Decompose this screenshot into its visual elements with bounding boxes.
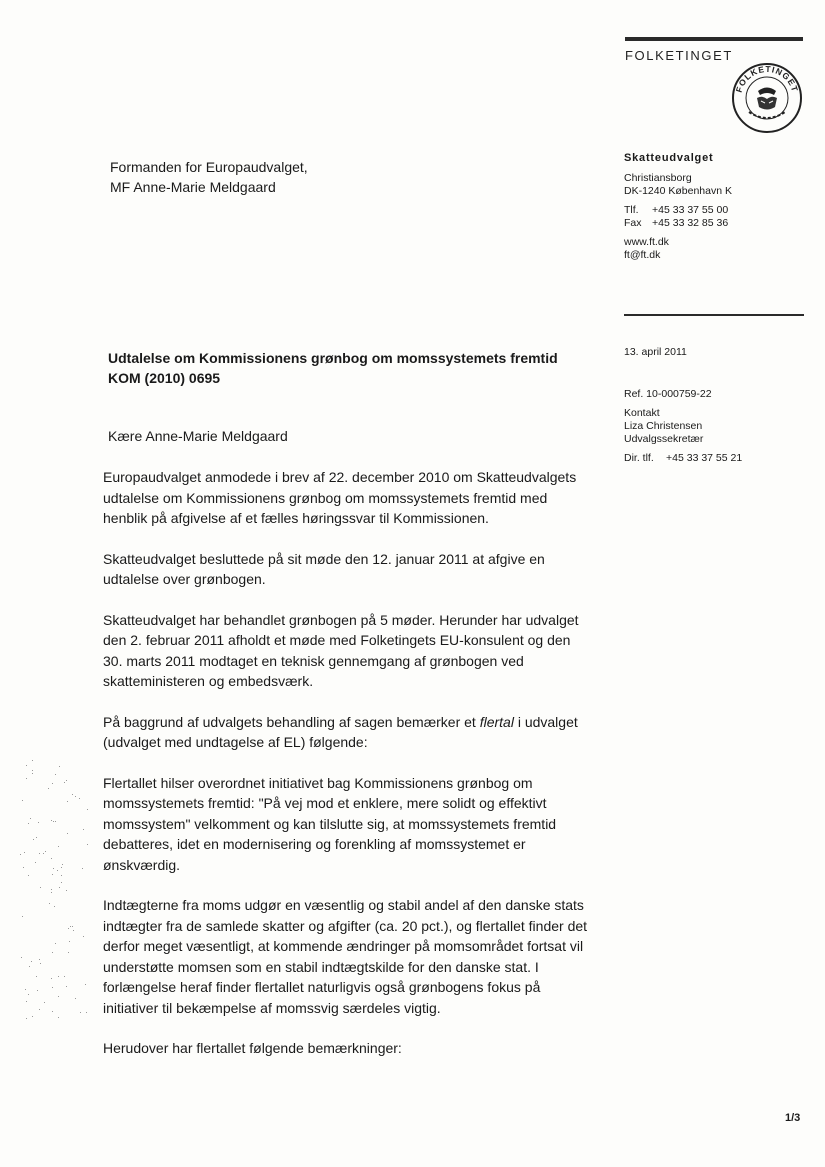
scan-speck — [55, 943, 56, 944]
scan-speck — [20, 854, 21, 855]
scan-speck — [87, 844, 88, 845]
scan-speck — [75, 998, 76, 999]
scan-speck — [85, 984, 86, 985]
address-line-2: DK-1240 København K — [624, 185, 732, 197]
scan-speck — [67, 801, 68, 802]
scan-speck — [82, 868, 83, 869]
recipient-block — [110, 157, 308, 197]
scan-speck — [33, 839, 34, 840]
scan-speck — [87, 809, 88, 810]
scan-speck — [26, 778, 27, 779]
scan-speck — [68, 952, 69, 953]
website-link[interactable]: www.ft.dk — [624, 236, 669, 248]
scan-speck — [22, 800, 23, 801]
scan-speck — [52, 874, 53, 875]
direct-phone-number: +45 33 37 55 21 — [666, 452, 743, 464]
scan-speck — [69, 941, 70, 942]
scan-speck — [80, 1012, 81, 1013]
scan-speck — [55, 821, 56, 822]
scan-speck — [70, 926, 71, 927]
fax-number: +45 33 32 85 36 — [652, 217, 729, 229]
contact-label: Kontakt — [624, 407, 660, 419]
scan-speck — [59, 766, 60, 767]
scan-speck — [83, 936, 84, 937]
sender-web — [624, 236, 804, 262]
scan-speck — [43, 853, 44, 854]
scan-speck — [68, 928, 69, 929]
scan-speck — [64, 782, 65, 783]
scan-speck — [38, 822, 39, 823]
fax-label: Fax — [624, 217, 642, 229]
paragraph-4-start: På baggrund af udvalgets behandling af sagen bemærker et — [103, 713, 480, 730]
phone-label: Tlf. — [624, 204, 639, 216]
paragraph-2: Skatteudvalget besluttede på sit møde den 12. januar 2011 at afgive en udtalelse over grønbogen. — [103, 550, 545, 587]
reference-number: Ref. 10-000759-22 — [624, 388, 712, 400]
letter-meta — [624, 346, 804, 465]
letter-greeting: Kære Anne-Marie Meldgaard — [108, 428, 288, 444]
scan-speck — [58, 996, 59, 997]
scan-speck — [61, 875, 62, 876]
scan-speck — [37, 990, 38, 991]
scan-speck — [31, 961, 32, 962]
paragraph-6: Indtægterne fra moms udgør en væsentlig og stabil andel af den danske stats indtægter fra de samlede skatter og afgifter (ca. 20 pct.), og flertallet finder det derfor meget væsentligt, at kommende ændringer på momsområdet fortsat vil understøtte momsen som en stabil indtægtskilde for den danske stat. I forlængelse heraf finder flertallet naturligvis også grønbogens fokus på initiativer til bekæmpelse af momssvig særdeles vigtig. — [103, 897, 588, 1016]
email-link[interactable]: ft@ft.dk — [624, 249, 661, 261]
scan-speck — [48, 788, 49, 789]
sidebar-rule — [624, 314, 804, 316]
contact-title: Udvalgssekretær — [624, 433, 704, 445]
paragraph-3: Skatteudvalget har behandlet grønbogen på 5 møder. Herunder har udvalget den 2. februar 2011 afholdt et møde med Folketingets EU-konsulent og den 30. marts 2011 modtaget en teknisk gennemgang af grønbogen ved skatteministeren og embedsværk. — [103, 611, 579, 689]
paragraph-4-emphasis: flertal — [479, 713, 514, 730]
scan-speck — [58, 1017, 59, 1018]
sender-address — [624, 172, 804, 198]
scan-speck — [21, 957, 22, 958]
scan-speck — [45, 851, 46, 852]
scan-speck — [26, 765, 27, 766]
scan-speck — [59, 887, 60, 888]
scan-speck — [28, 994, 29, 995]
paragraph-5: Flertallet hilser overordnet initiativet bag Kommissionens grønbog om momssystemets fremtid: "På vej mod et enklere, mere solidt og effektivt momssystem" velkomment og kan tilslutte sig, at momssystemets fremtid debatteres, idet en modernisering og forenkling af momssystemet er ønskværdig. — [103, 774, 557, 873]
scan-speck — [32, 760, 33, 761]
scan-speck — [53, 868, 54, 869]
scan-speck — [40, 963, 41, 964]
scan-speck — [54, 906, 55, 907]
scan-speck — [51, 889, 52, 890]
recipient-line-2: MF Anne-Marie Meldgaard — [110, 179, 276, 195]
scan-speck — [62, 864, 63, 865]
scan-speck — [61, 867, 62, 868]
scan-speck — [66, 890, 67, 891]
phone-number: +45 33 37 55 00 — [652, 204, 729, 216]
scan-speck — [52, 783, 53, 784]
contact-name: Liza Christensen — [624, 420, 703, 432]
paragraph-1: Europaudvalget anmodede i brev af 22. december 2010 om Skatteudvalgets udtalelse om Kommissionens grønbog om momssystemets fremtid med henblik på afgivelse af et fælles høringssvar til Kommissionen. — [103, 469, 577, 526]
scan-speck — [52, 1011, 53, 1012]
scan-speck — [36, 837, 37, 838]
scan-speck — [83, 829, 84, 830]
scan-speck — [64, 976, 65, 977]
address-line-1: Christiansborg — [624, 172, 692, 184]
scan-speck — [52, 987, 53, 988]
scan-speck — [49, 903, 50, 904]
scan-speck — [55, 774, 56, 775]
department-name: Skatteudvalget — [624, 152, 714, 164]
scan-speck — [39, 853, 40, 854]
scan-speck — [29, 966, 30, 967]
scan-speck — [51, 892, 52, 893]
letter-body — [103, 467, 593, 1079]
scan-speck — [57, 870, 58, 871]
scan-speck — [75, 796, 76, 797]
scan-speck — [53, 821, 54, 822]
scan-speck — [66, 780, 67, 781]
scan-speck — [73, 930, 74, 931]
scan-speck — [72, 926, 73, 927]
scan-speck — [26, 1001, 27, 1002]
contact-block — [624, 407, 804, 446]
scan-speck — [39, 1009, 40, 1010]
scan-speck — [22, 916, 23, 917]
scan-speck — [25, 989, 26, 990]
scan-speck — [32, 1016, 33, 1017]
scan-speck — [35, 862, 36, 863]
direct-phone-label: Dir. tlf. — [624, 452, 654, 464]
recipient-line-1: Formanden for Europaudvalget, — [110, 159, 308, 175]
scan-speck — [72, 794, 73, 795]
scan-speck — [26, 1018, 27, 1019]
scan-speck — [28, 823, 29, 824]
scan-speck — [28, 875, 29, 876]
scan-speck — [58, 846, 59, 847]
letter-subject: Udtalelse om Kommissionens grønbog om momssystemets fremtid KOM (2010) 0695 — [108, 350, 558, 386]
scan-speck — [44, 1002, 45, 1003]
paragraph-4-end: i udvalget (udvalget med undtagelse af EL) følgende: — [103, 713, 578, 750]
scan-speck — [51, 978, 52, 979]
seal-text: FOLKETINGET — [733, 63, 801, 94]
scan-speck — [30, 818, 31, 819]
scan-speck — [86, 1012, 87, 1013]
scan-speck — [61, 882, 62, 883]
scan-speck — [52, 952, 53, 953]
letter-date: 13. april 2011 — [624, 346, 687, 358]
header-rule — [625, 37, 803, 41]
scan-speck — [24, 852, 25, 853]
folketinget-seal-icon — [731, 62, 803, 134]
sender-info — [624, 152, 804, 268]
scan-speck — [66, 986, 67, 987]
org-name: FOLKETINGET — [625, 48, 733, 63]
scan-speck — [32, 773, 33, 774]
scan-speck — [51, 858, 52, 859]
scan-speck — [32, 770, 33, 771]
scan-speck — [40, 887, 41, 888]
scan-speck — [58, 976, 59, 977]
direct-phone-row — [624, 452, 804, 465]
sender-phones — [624, 204, 804, 230]
paragraph-7: Herudover har flertallet følgende bemærkninger: — [103, 1040, 402, 1056]
scan-speck — [79, 798, 80, 799]
scan-speck — [67, 833, 68, 834]
page-number: 1/3 — [785, 1112, 801, 1124]
paragraph-4 — [103, 712, 593, 753]
scan-speck — [39, 959, 40, 960]
scan-speck — [36, 976, 37, 977]
scan-speck — [23, 867, 24, 868]
